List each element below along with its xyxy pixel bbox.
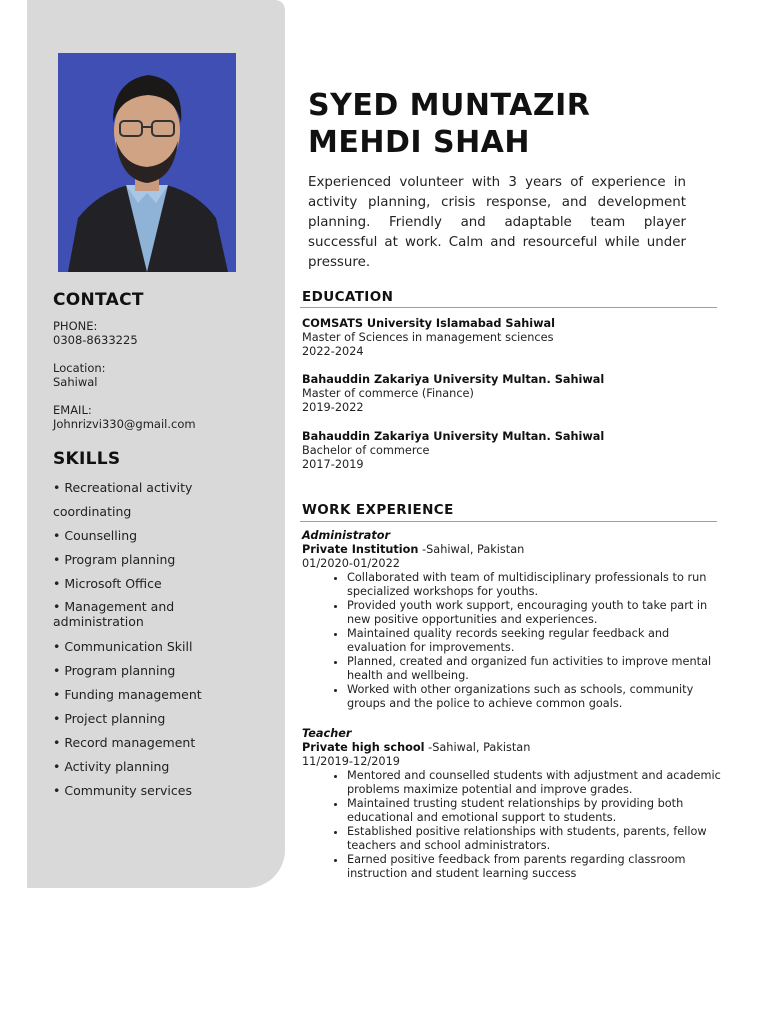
employer-location: -Sahiwal, Pakistan [424,741,531,754]
duty-item: • Maintained quality records seeking regular feedback and evaluation for improvements. [347,627,722,655]
job-duties [302,571,722,711]
education-entry [302,317,555,359]
school-name: COMSATS University Islamabad Sahiwal [302,317,556,330]
phone-label: PHONE: [53,319,98,333]
education-years: 2022-2024 [302,345,364,358]
profile-summary: Experienced volunteer with 3 years of experience in activity planning, crisis response, and development planning. Friendly and adaptable team player successful at work. Calm and resourceful while under pressure. [308,175,686,270]
skills-heading: SKILLS [53,449,121,469]
skill-item: • Record management [53,735,196,750]
degree-name: Master of Sciences in management sciences [302,331,554,344]
work-divider [300,521,717,522]
job-title: Teacher [302,727,352,740]
contact-heading: CONTACT [53,290,144,310]
skill-item: • Funding management [53,687,202,702]
candidate-name [308,87,590,161]
job-duties [302,769,722,881]
skills-list [53,476,253,803]
degree-name: Bachelor of commerce [302,444,430,457]
email-label: EMAIL: [53,403,92,417]
duty-item: • Provided youth work support, encouraging youth to take part in new positive opportunities and experiences. [347,599,722,627]
skill-item: • Project planning [53,711,166,726]
duty-item: • Worked with other organizations such as schools, community groups and the police to achieve common goals. [347,683,722,711]
employer-location: -Sahiwal, Pakistan [418,543,525,556]
education-divider [300,307,717,308]
profile-photo [58,53,236,272]
skill-item: • Counselling [53,528,138,543]
education-entry [302,373,604,415]
employer-name: Private high school [302,741,425,754]
location-label: Location: [53,361,106,375]
duty-item: • Mentored and counselled students with adjustment and academic problems maximize potential and improve grades. [347,769,722,797]
school-name: Bahauddin Zakariya University Multan. Sahiwal [302,430,605,443]
skill-item: • Community services [53,783,192,798]
skill-item: • Communication Skill [53,639,193,654]
skill-item: • Management and administration [53,599,175,629]
duty-item: • Maintained trusting student relationships by providing both educational and emotional support to students. [347,797,722,825]
duty-item: • Earned positive feedback from parents regarding classroom instruction and student learning success [347,853,722,881]
duty-item: • Planned, created and organized fun activities to improve mental health and wellbeing. [347,655,722,683]
skill-item: • Recreational activity coordinating [53,480,193,519]
job-entry [302,529,722,711]
person-portrait-icon [58,53,236,272]
name-line-2: MEHDI SHAH [308,125,531,160]
job-title: Administrator [302,529,391,542]
skill-item: • Microsoft Office [53,576,162,591]
work-experience-heading: WORK EXPERIENCE [302,502,454,518]
duty-item: • Established positive relationships with students, parents, fellow teachers and school administrators. [347,825,722,853]
education-years: 2017-2019 [302,458,364,471]
job-dates: 01/2020-01/2022 [302,557,400,570]
name-line-1: SYED MUNTAZIR [308,88,591,123]
duty-item: • Collaborated with team of multidisciplinary professionals to run specialized workshops for youths. [347,571,722,599]
phone-number: 0308-8633225 [53,333,138,347]
degree-name: Master of commerce (Finance) [302,387,474,400]
location-value: Sahiwal [53,375,98,389]
education-heading: EDUCATION [302,289,394,305]
email-address: Johnrizvi330@gmail.com [53,417,196,431]
job-employer [302,543,722,557]
job-dates: 11/2019-12/2019 [302,755,400,768]
employer-name: Private Institution [302,543,419,556]
skill-item: • Activity planning [53,759,170,774]
education-years: 2019-2022 [302,401,364,414]
job-employer [302,741,722,755]
education-entry [302,430,604,472]
skill-item: • Program planning [53,663,176,678]
school-name: Bahauddin Zakariya University Multan. Sahiwal [302,373,605,386]
job-entry [302,727,722,881]
skill-item: • Program planning [53,552,176,567]
